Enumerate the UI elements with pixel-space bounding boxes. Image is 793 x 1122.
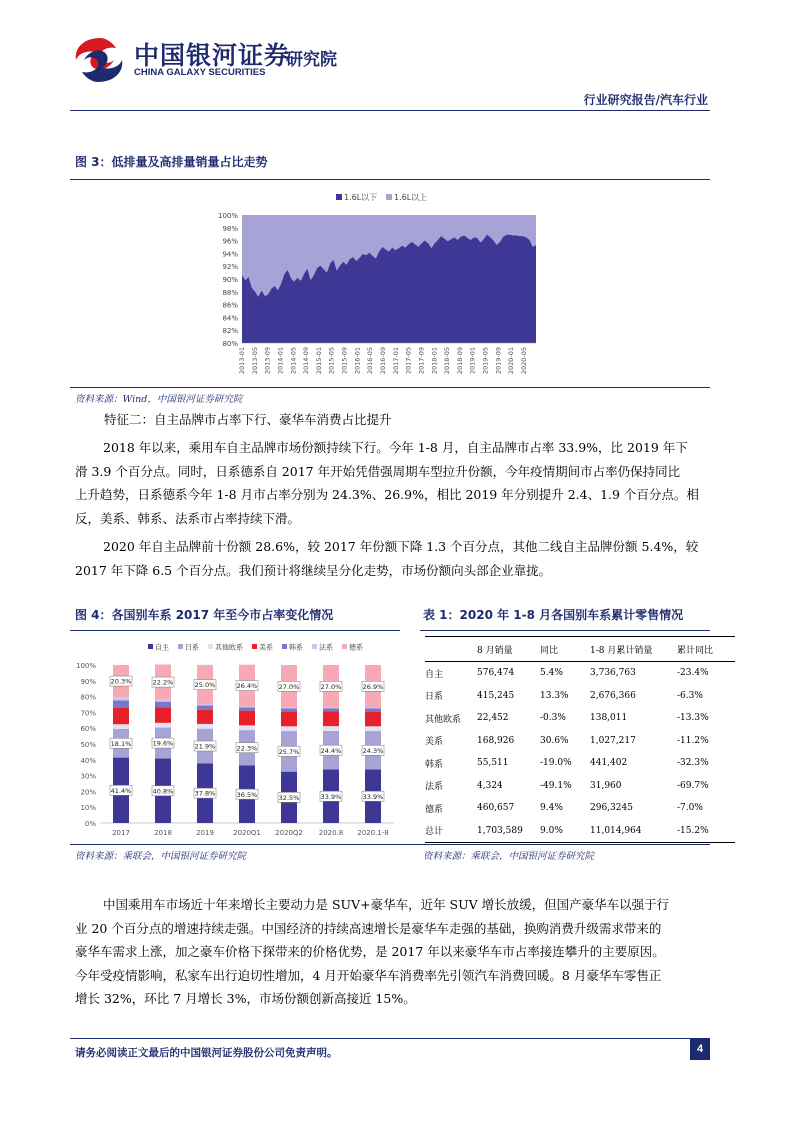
bar-segment (155, 702, 171, 708)
y-tick-label: 30% (80, 772, 96, 781)
table-cell: 日系 (425, 692, 444, 703)
table1-source: 资料来源：乘联会，中国银河证券研究院 (423, 851, 595, 862)
para1-line: 反，美系、韩系、法系市占率持续下滑。 (75, 510, 301, 526)
y-tick-label: 100% (75, 662, 96, 670)
bar-segment (323, 708, 339, 709)
table-row (425, 685, 735, 708)
table-row (425, 820, 735, 843)
legend-label: 日系 (185, 643, 199, 652)
table-cell: 9.0% (540, 820, 590, 843)
data-label: 22.2% (152, 678, 174, 687)
data-label: 26.4% (236, 682, 258, 691)
x-tick-label: 2013-01 (238, 347, 246, 375)
legend-label: 法系 (319, 643, 333, 652)
galaxy-logo-icon (70, 34, 128, 86)
legend-swatch (312, 644, 317, 649)
bar-segment (239, 711, 255, 726)
figure4-title: 图 4：各国别车系 2017 年至今市占率变化情况 (75, 608, 334, 622)
data-label: 21.9% (194, 742, 216, 751)
paragraph3 (75, 893, 669, 1011)
y-tick-label: 94% (222, 250, 238, 259)
table-row (425, 662, 735, 685)
data-label: 18.1% (110, 739, 132, 748)
table1-header-cell: 同比 (540, 637, 590, 662)
table-cell: 9.4% (540, 803, 563, 814)
data-label: 37.8% (194, 789, 216, 798)
figure3-top-rule (70, 179, 710, 180)
para3-line: 豪华车需求上涨，加之豪车价格下探带来的价格优势，是 2017 年以来豪华车市占率接连攀升的主要原因。 (75, 944, 665, 959)
table-cell: -15.2% (677, 820, 735, 843)
table-row (425, 797, 735, 820)
data-label: 40.8% (152, 787, 174, 796)
table-cell: 5.4% (540, 668, 563, 679)
table-cell: 3,736,763 (590, 668, 636, 679)
y-tick-label: 100% (217, 212, 238, 220)
table1-header-cell: 8 月销量 (477, 637, 540, 662)
bar-segment (113, 724, 129, 729)
x-tick-label: 2015-01 (314, 347, 323, 375)
x-tick-label: 2018-01 (430, 347, 439, 375)
y-tick-label: 90% (80, 677, 96, 686)
table-cell: 美系 (425, 737, 444, 748)
table-cell: 总计 (425, 820, 477, 843)
data-label: 27.0% (320, 682, 342, 691)
table-cell: -6.3% (677, 690, 703, 701)
table-cell: 11,014,964 (590, 820, 677, 843)
footer-rule (70, 1038, 710, 1039)
bar-segment (281, 708, 297, 711)
legend-swatch (178, 644, 183, 649)
table-cell: 460,657 (477, 803, 515, 814)
table1-title: 表 1：2020 年 1-8 月各国别车系累计零售情况 (423, 608, 684, 622)
para2-line: 2020 年自主品牌前十份额 28.6%，较 2017 年份额下降 1.3 个百分点，其他二线自主品牌份额 5.4%，较 (103, 539, 699, 554)
brand-name-en: CHINA GALAXY SECURITIES (134, 67, 266, 78)
data-label: 32.5% (278, 793, 300, 802)
data-label: 24.3% (362, 746, 384, 755)
y-tick-label: 82% (222, 327, 238, 336)
figure4-source: 资料来源：乘联会，中国银河证券研究院 (75, 851, 247, 862)
bar-segment (239, 706, 255, 707)
bar-segment (113, 708, 129, 725)
legend-label: 自主 (155, 643, 169, 652)
x-tick-label: 2020-05 (520, 347, 528, 375)
table-cell: 30.6% (540, 735, 569, 746)
x-tick-label: 2017 (112, 829, 130, 837)
table-cell: -0.3% (540, 713, 566, 724)
x-tick-label: 2017-05 (404, 347, 413, 375)
table-cell: -23.4% (677, 668, 709, 679)
table-cell: 德系 (425, 804, 444, 815)
x-tick-label: 2013-05 (250, 347, 259, 375)
legend-swatch-low (336, 194, 342, 200)
x-tick-label: 2020-01 (507, 347, 516, 375)
y-tick-label: 80% (222, 340, 238, 348)
data-label: 22.3% (236, 744, 258, 753)
x-tick-label: 2013-09 (263, 347, 272, 375)
table-cell: 4,324 (477, 780, 503, 791)
x-tick-label: 2019-09 (494, 347, 503, 375)
data-label: 36.5% (236, 790, 258, 799)
data-label: 33.9% (362, 792, 384, 801)
x-tick-label: 2014-05 (289, 347, 298, 375)
table1-header-row (425, 637, 735, 662)
para3-line: 今年受疫情影响，私家车出行迫切性增加，4 月开始豪华车消费率先引领汽车消费回暖。8 月豪华车零售正 (75, 967, 662, 983)
legend-label: 美系 (259, 643, 273, 652)
legend-swatch (282, 644, 287, 649)
data-label: 25.0% (194, 681, 216, 690)
y-tick-label: 10% (80, 804, 96, 813)
table-cell: 13.3% (540, 690, 569, 701)
para2-line: 2017 年下降 6.5 个百分点。我们预计将继续呈分化走势，市场份额向头部企业靠拢。 (75, 562, 552, 578)
page-number: 4 (690, 1038, 710, 1060)
table-cell: 138,011 (590, 713, 628, 724)
table1-header-cell: 1-8 月累计销量 (590, 637, 677, 662)
y-tick-label: 88% (222, 288, 238, 297)
bar-segment (155, 707, 171, 723)
table-cell: -13.3% (677, 713, 709, 724)
data-label: 27.0% (278, 682, 300, 691)
table-row (425, 707, 735, 730)
bar-segment (113, 700, 129, 707)
bar-segment (155, 700, 171, 702)
table-cell: -49.1% (540, 780, 572, 791)
y-tick-label: 50% (80, 741, 96, 749)
section2-paragraph1 (75, 436, 699, 530)
table-cell: 415,245 (477, 690, 515, 701)
table-cell: 168,926 (477, 735, 515, 746)
data-label: 25.7% (278, 747, 300, 756)
para3-line: 中国乘用车市场近十年来增长主要动力是 SUV+豪华车，近年 SUV 增长放缓，但国产豪华车以强于行 (103, 897, 670, 912)
data-label: 26.9% (362, 682, 384, 691)
legend-label-high: 1.6L以上 (394, 193, 428, 202)
x-tick-label: 2015-09 (340, 347, 349, 375)
legend-swatch (342, 644, 347, 649)
y-tick-label: 98% (222, 224, 238, 233)
x-tick-label: 2019-05 (481, 347, 490, 375)
bar-segment (281, 712, 297, 727)
table-cell: 55,511 (477, 758, 509, 769)
table1 (425, 636, 735, 843)
y-tick-label: 92% (222, 263, 238, 272)
bar-segment (281, 726, 297, 731)
legend-label: 德系 (349, 643, 363, 652)
legend-label: 韩系 (289, 643, 303, 652)
bar-segment (239, 725, 255, 730)
header-rule (70, 110, 710, 111)
table1-header-cell (425, 637, 477, 662)
y-tick-label: 86% (222, 301, 238, 310)
table-cell: 法系 (425, 782, 444, 793)
x-tick-label: 2017-01 (391, 347, 400, 375)
x-tick-label: 2018 (154, 829, 172, 837)
x-tick-label: 2014-01 (276, 347, 285, 375)
table-row (425, 775, 735, 798)
bar-segment (113, 697, 129, 700)
table-cell: 31,960 (590, 780, 622, 791)
table-row (425, 730, 735, 753)
x-tick-label: 2019-01 (468, 347, 477, 375)
y-tick-label: 90% (222, 276, 238, 284)
x-tick-label: 2017-09 (417, 347, 426, 375)
brand-name-cn: 中国银河证券 (134, 41, 291, 70)
legend-swatch (148, 644, 153, 649)
table-cell: -11.2% (677, 735, 709, 746)
bar-segment (323, 711, 339, 726)
figure3-source: 资料来源：Wind，中国银河证券研究院 (75, 394, 243, 405)
table-cell: -32.3% (677, 758, 709, 769)
bar-segment (281, 708, 297, 709)
section2-heading: 特征二：自主品牌市占率下行、豪华车消费占比提升 (104, 412, 392, 427)
x-tick-label: 2016-09 (379, 347, 387, 375)
x-tick-label: 2019 (196, 829, 214, 837)
table-cell: 1,027,217 (590, 735, 636, 746)
figure3-bottom-rule (70, 387, 710, 388)
bar-segment (197, 705, 213, 709)
brand-suffix: 研究院 (286, 50, 337, 70)
bar-segment (197, 710, 213, 724)
bar-segment (197, 704, 213, 705)
x-tick-label: 2015-05 (327, 347, 336, 375)
bar-segment (365, 708, 381, 711)
bar-segment (365, 726, 381, 731)
x-tick-label: 2016-05 (366, 347, 375, 375)
table-cell: 296,3245 (590, 803, 633, 814)
para1-line: 2018 年以来，乘用车自主品牌市场份额持续下行。今年 1-8 月，自主品牌市占率 33.9%，比 2019 年下 (103, 440, 688, 455)
y-tick-label: 70% (80, 709, 96, 718)
bar-segment (155, 723, 171, 728)
para3-line: 增长 32%，环比 7 月增长 3%，市场份额创新高接近 15%。 (75, 991, 416, 1006)
data-label: 33.9% (320, 792, 342, 801)
x-tick-label: 2018-05 (443, 347, 452, 375)
table-cell: 1,703,589 (477, 820, 540, 843)
data-label: 41.4% (110, 786, 132, 795)
data-label: 19.6% (152, 739, 174, 748)
header (0, 0, 793, 110)
x-tick-label: 2014-09 (302, 347, 311, 375)
y-tick-label: 84% (222, 314, 238, 323)
legend-label-low: 1.6L以下 (344, 193, 378, 202)
table-cell: 自主 (425, 669, 444, 680)
table-cell: 576,474 (477, 668, 515, 679)
bar-segment (197, 724, 213, 729)
x-tick-label: 2018-09 (455, 347, 464, 375)
figure3-title: 图 3：低排量及高排量销量占比走势 (75, 155, 268, 169)
table-row (425, 752, 735, 775)
y-tick-label: 60% (80, 725, 96, 734)
data-label: 24.4% (320, 746, 342, 755)
legend-swatch (252, 644, 257, 649)
x-tick-label: 2016-01 (353, 347, 362, 375)
para3-line: 业 20 个百分点的增速持续走强。中国经济的持续高速增长是豪华车走强的基础，换购消费升级需求带来的 (75, 920, 662, 936)
bar-segment (323, 726, 339, 731)
legend-swatch (208, 644, 213, 649)
x-tick-label: 2020Q1 (233, 829, 261, 837)
table1-top-rule (420, 630, 710, 631)
table-cell: 其他欧系 (425, 714, 462, 725)
table-cell: -19.0% (540, 758, 572, 769)
y-tick-label: 96% (222, 237, 238, 246)
bar-segment (365, 712, 381, 727)
chart4-stacked-bar-chart (72, 636, 400, 842)
x-tick-label: 2020.1-8 (357, 829, 389, 837)
bar-segment (365, 708, 381, 709)
x-tick-label: 2020.8 (318, 829, 344, 837)
table-cell: 2,676,366 (590, 690, 636, 701)
chart3-area-chart (200, 186, 550, 382)
legend-label: 其他欧系 (215, 643, 243, 652)
x-tick-label: 2020Q2 (275, 829, 303, 837)
report-type: 行业研究报告/汽车行业 (583, 93, 708, 107)
bar-segment (323, 708, 339, 711)
bar-segment (239, 707, 255, 710)
y-tick-label: 0% (84, 820, 96, 828)
data-label: 20.3% (110, 677, 132, 686)
table-cell: 22,452 (477, 713, 509, 724)
figure4-bottom-rule (70, 844, 710, 845)
y-tick-label: 40% (80, 756, 96, 765)
para1-line: 滑 3.9 个百分点。同时，日系德系自 2017 年开始凭借强周期车型拉升份额，今年疫情期间市占率仍保持同比 (75, 463, 681, 479)
figure4-top-rule (70, 630, 400, 631)
footer-disclaimer: 请务必阅读正文最后的中国银河证券股份公司免责声明。 (75, 1047, 338, 1059)
legend-swatch-high (386, 194, 392, 200)
y-tick-label: 80% (80, 693, 96, 702)
table-cell: 441,402 (590, 758, 628, 769)
table1-header-cell: 累计同比 (677, 637, 735, 662)
table-cell: 韩系 (425, 759, 444, 770)
para1-line: 上升趋势，日系德系今年 1-8 月市占率分别为 24.3%、26.9%，相比 2019 年分别提升 2.4、1.9 个百分点。相 (75, 487, 699, 502)
section2-paragraph2 (75, 535, 698, 582)
table-cell: -69.7% (677, 780, 709, 791)
table-cell: -7.0% (677, 803, 703, 814)
chart3-legend (336, 192, 427, 202)
y-tick-label: 20% (80, 788, 96, 797)
